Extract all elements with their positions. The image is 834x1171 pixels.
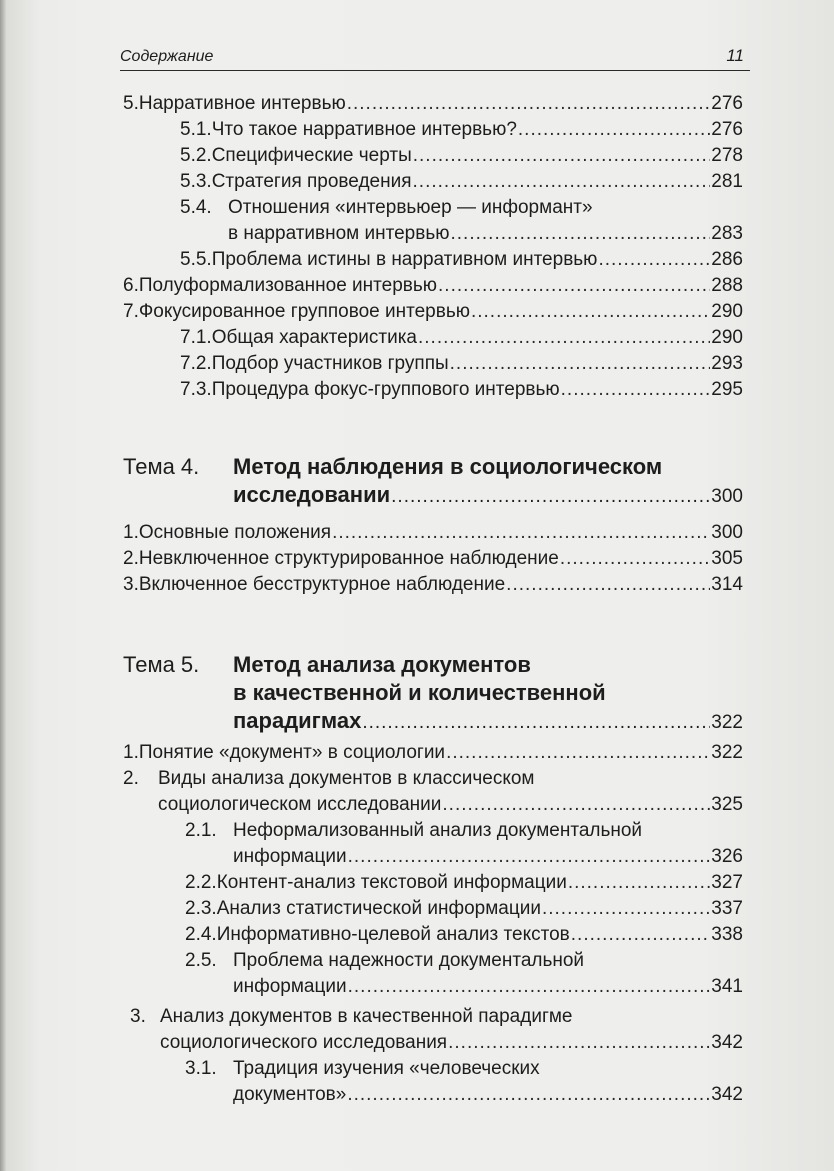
toc-entry bbox=[233, 975, 743, 999]
toc-entry-page: 327 bbox=[711, 872, 743, 893]
toc-entry-title-continued: социологического исследования bbox=[160, 1032, 448, 1053]
toc-entry-number: 2.3. bbox=[185, 898, 217, 919]
toc-leader-dots bbox=[418, 326, 710, 350]
toc-entry bbox=[233, 1083, 743, 1107]
toc-entry-title: Информативно-целевой анализ текстов bbox=[216, 924, 570, 945]
toc-entry-title: Виды анализа документов в классическом bbox=[158, 768, 535, 789]
toc-entry-first-line bbox=[180, 196, 593, 220]
toc-entry-page: 325 bbox=[711, 794, 743, 815]
toc-leader-dots bbox=[542, 897, 710, 921]
toc-leader-dots bbox=[347, 1083, 710, 1107]
header-page-number: 11 bbox=[726, 46, 744, 65]
toc-entry-title: Стратегия проведения bbox=[211, 171, 412, 192]
toc-entry-title-continued: информации bbox=[233, 846, 347, 867]
toc-entry-number: 5.1. bbox=[180, 119, 212, 140]
theme-title: Метод анализа документов bbox=[233, 652, 531, 677]
toc-entry bbox=[123, 741, 743, 765]
theme-number: Тема 4. bbox=[123, 454, 200, 479]
toc-entry-page: 281 bbox=[711, 171, 743, 192]
toc-entry-first-line bbox=[123, 767, 535, 791]
toc-entry-first-line bbox=[185, 949, 584, 973]
toc-entry-title-continued: в нарративном интервью bbox=[228, 223, 450, 244]
toc-entry bbox=[123, 274, 743, 298]
toc-leader-dots bbox=[471, 300, 710, 324]
theme-heading bbox=[123, 651, 743, 707]
toc-entry-title: Понятие «документ» в социологии bbox=[138, 742, 446, 763]
toc-entry-page: 276 bbox=[711, 93, 743, 114]
toc-leader-dots bbox=[451, 222, 711, 246]
toc-entry-number: 2.2. bbox=[185, 872, 217, 893]
toc-leader-dots bbox=[413, 170, 711, 194]
toc-leader-dots bbox=[561, 378, 711, 402]
toc-leader-dots bbox=[391, 483, 710, 511]
toc-entry-title: Включенное бесструктурное наблюдение bbox=[138, 574, 506, 595]
toc-entry-page: 290 bbox=[711, 327, 743, 348]
toc-entry-page: 286 bbox=[711, 249, 743, 270]
toc-entry-number: 2.4. bbox=[185, 924, 217, 945]
toc-entry-title: Процедура фокус-группового интервью bbox=[211, 379, 560, 400]
toc-entry-page: 295 bbox=[711, 379, 743, 400]
toc-entry-title: Фокусированное групповое интервью bbox=[138, 301, 470, 322]
toc-entry-number: 2. bbox=[123, 768, 139, 789]
toc-entry-number: 1. bbox=[123, 742, 139, 763]
toc-entry-page: 290 bbox=[711, 301, 743, 322]
theme-heading-last-line bbox=[233, 707, 743, 737]
toc-entry bbox=[123, 92, 743, 116]
toc-entry-title: Проблема надежности документальной bbox=[233, 950, 585, 971]
toc-entry-number: 7.2. bbox=[180, 353, 212, 374]
toc-entry-page: 337 bbox=[711, 898, 743, 919]
toc-entry-page: 342 bbox=[711, 1084, 743, 1105]
toc-entry-first-line bbox=[185, 1057, 540, 1081]
toc-leader-dots bbox=[413, 144, 711, 168]
toc-entry-title-continued: социологическом исследовании bbox=[158, 794, 442, 815]
toc-entry-page: 293 bbox=[711, 353, 743, 374]
toc-entry bbox=[185, 871, 743, 895]
toc-entry-number: 3. bbox=[123, 574, 139, 595]
toc-leader-dots bbox=[347, 92, 711, 116]
toc-entry bbox=[228, 222, 743, 246]
toc-entry-title: Подбор участников группы bbox=[211, 353, 449, 374]
theme-page: 322 bbox=[711, 712, 743, 733]
toc-entry-page: 326 bbox=[711, 846, 743, 867]
toc-entry bbox=[180, 144, 743, 168]
toc-entry-page: 305 bbox=[711, 548, 743, 569]
toc-entry-number: 6. bbox=[123, 275, 139, 296]
toc-leader-dots bbox=[362, 709, 710, 737]
toc-entry-page: 341 bbox=[711, 976, 743, 997]
toc-entry-title: Невключенное структурированное наблюдение bbox=[138, 548, 559, 569]
header-section-title: Содержание bbox=[120, 48, 214, 65]
toc-entry-title: Что такое нарративное интервью? bbox=[211, 119, 517, 140]
toc-entry-number: 2. bbox=[123, 548, 139, 569]
theme-title-continued: парадигмах bbox=[233, 708, 362, 733]
toc-entry-first-line bbox=[130, 1005, 573, 1029]
toc-entry-number: 3. bbox=[130, 1006, 146, 1027]
toc-leader-dots bbox=[518, 118, 710, 142]
toc-entry-number: 7.3. bbox=[180, 379, 212, 400]
theme-title: Метод наблюдения в социологическом bbox=[233, 454, 663, 479]
toc-entry bbox=[233, 845, 743, 869]
toc-entry bbox=[180, 378, 743, 402]
toc-entry-number: 1. bbox=[123, 522, 139, 543]
toc-entry-page: 288 bbox=[711, 275, 743, 296]
running-header bbox=[120, 44, 750, 71]
toc-entry-title: Контент-анализ текстовой информации bbox=[216, 872, 567, 893]
toc-leader-dots bbox=[442, 793, 710, 817]
toc-entry-page: 283 bbox=[711, 223, 743, 244]
toc-entry-page: 338 bbox=[711, 924, 743, 945]
theme-page: 300 bbox=[711, 486, 743, 507]
toc-entry bbox=[160, 1031, 743, 1055]
theme-number: Тема 5. bbox=[123, 652, 200, 677]
toc-entry-page: 278 bbox=[711, 145, 743, 166]
theme-title-continued: исследовании bbox=[233, 482, 391, 507]
toc-leader-dots bbox=[448, 1031, 710, 1055]
toc-leader-dots bbox=[348, 845, 711, 869]
toc-entry-page: 322 bbox=[711, 742, 743, 763]
toc-entry bbox=[123, 547, 743, 571]
toc-entry-title-continued: информации bbox=[233, 976, 347, 997]
toc-leader-dots bbox=[438, 274, 710, 298]
toc-entry-title: Анализ статистической информации bbox=[216, 898, 541, 919]
toc-entry bbox=[123, 521, 743, 545]
toc-entry-title: Нарративное интервью bbox=[138, 93, 346, 114]
toc-entry-page: 276 bbox=[711, 119, 743, 140]
toc-entry-title: Основные положения bbox=[138, 522, 332, 543]
theme-heading-last-line bbox=[233, 481, 743, 511]
toc-leader-dots bbox=[348, 975, 711, 999]
toc-leader-dots bbox=[332, 521, 710, 545]
toc-entry-number: 5. bbox=[123, 93, 139, 114]
toc-entry-number: 7. bbox=[123, 301, 139, 322]
toc-entry-number: 3.1. bbox=[185, 1058, 217, 1079]
theme-heading bbox=[123, 453, 743, 481]
toc-entry bbox=[180, 248, 743, 272]
toc-entry bbox=[123, 573, 743, 597]
toc-entry-title: Общая характеристика bbox=[211, 327, 417, 348]
theme-title-continued: в качественной и количественной bbox=[233, 680, 606, 705]
toc-leader-dots bbox=[560, 547, 710, 571]
toc-entry-number: 2.5. bbox=[185, 950, 217, 971]
toc-entry-number: 2.1. bbox=[185, 820, 217, 841]
toc-entry bbox=[180, 326, 743, 350]
toc-entry-title: Специфические черты bbox=[211, 145, 412, 166]
toc-entry-title: Полуформализованное интервью bbox=[138, 275, 438, 296]
toc-entry-page: 300 bbox=[711, 522, 743, 543]
toc-entry bbox=[180, 118, 743, 142]
book-spine-shadow bbox=[0, 0, 6, 1171]
toc-entry-number: 5.5. bbox=[180, 249, 212, 270]
toc-leader-dots bbox=[568, 871, 710, 895]
toc-entry-number: 7.1. bbox=[180, 327, 212, 348]
toc-entry bbox=[158, 793, 743, 817]
toc-entry-title: Отношения «интервьюер — информант» bbox=[228, 197, 593, 218]
toc-entry-page: 314 bbox=[711, 574, 743, 595]
toc-entry bbox=[180, 352, 743, 376]
toc-entry-title: Неформализованный анализ документальной bbox=[233, 820, 643, 841]
toc-entry-number: 5.2. bbox=[180, 145, 212, 166]
toc-leader-dots bbox=[450, 352, 711, 376]
toc-entry-page: 342 bbox=[711, 1032, 743, 1053]
toc-entry bbox=[185, 897, 743, 921]
toc-entry-title: Анализ документов в качественной парадигме bbox=[160, 1006, 573, 1027]
toc-entry bbox=[185, 923, 743, 947]
toc-entry bbox=[180, 170, 743, 194]
toc-entry-title: Проблема истины в нарративном интервью bbox=[211, 249, 598, 270]
toc-leader-dots bbox=[598, 248, 710, 272]
toc-entry-first-line bbox=[185, 819, 642, 843]
toc-leader-dots bbox=[506, 573, 710, 597]
toc-entry-number: 5.3. bbox=[180, 171, 212, 192]
toc-leader-dots bbox=[571, 923, 711, 947]
toc-leader-dots bbox=[446, 741, 710, 765]
toc-entry-title-continued: документов» bbox=[233, 1084, 347, 1105]
toc-entry-title: Традиция изучения «человеческих bbox=[233, 1058, 540, 1079]
toc-entry bbox=[123, 300, 743, 324]
toc-entry-number: 5.4. bbox=[180, 197, 212, 218]
